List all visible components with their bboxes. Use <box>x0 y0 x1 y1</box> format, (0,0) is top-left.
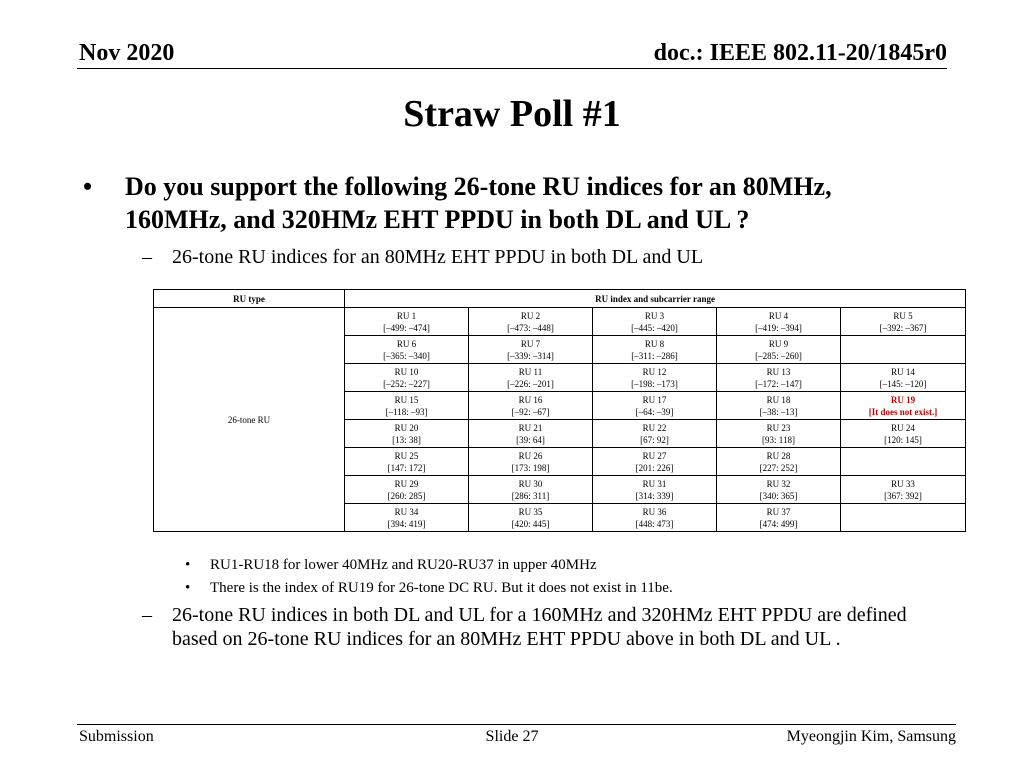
footer-slide-number: Slide 27 <box>485 728 539 745</box>
subcarrier-range: [13: 38] <box>392 434 421 445</box>
col-header-ru-type: RU type <box>154 290 345 308</box>
header-date: Nov 2020 <box>79 40 175 66</box>
ru-index: RU 7 <box>520 338 541 349</box>
ru-index: RU 8 <box>644 338 665 349</box>
subcarrier-range: [147: 172] <box>387 462 426 473</box>
ru-index: RU 18 <box>766 394 791 405</box>
note-text: There is the index of RU19 for 26-tone DC RU. But it does not exist in 11be. <box>210 580 673 596</box>
sub-heading-text: 26-tone RU indices for an 80MHz EHT PPDU in both DL and UL <box>172 246 704 268</box>
ru-cell <box>593 504 717 532</box>
subcarrier-range: [394: 419] <box>387 518 426 529</box>
ru-index: RU 35 <box>518 506 543 517</box>
ru-cell <box>717 420 841 448</box>
row-label-26-tone: 26-tone RU <box>154 308 345 532</box>
header-doc-id: doc.: IEEE 802.11-20/1845r0 <box>653 40 947 66</box>
subcarrier-range: [39: 64] <box>516 434 545 445</box>
ru-index: RU 11 <box>518 366 543 377</box>
footer-submission: Submission <box>79 728 154 745</box>
ru-cell <box>345 420 469 448</box>
ru-cell <box>593 308 717 336</box>
ru-cell <box>345 476 469 504</box>
ru-index: RU 22 <box>642 422 667 433</box>
subcarrier-range: [–64: –39] <box>635 406 674 417</box>
ru-cell <box>841 336 966 364</box>
bullet-dot-icon: • <box>83 172 93 201</box>
ru-cell <box>593 420 717 448</box>
ru-cell <box>469 504 593 532</box>
ru-index: RU 37 <box>766 506 791 517</box>
ru-cell <box>593 336 717 364</box>
subcarrier-range: [93: 118] <box>762 434 795 445</box>
dash-icon: – <box>142 604 152 626</box>
subcarrier-range: [–419: –394] <box>755 322 802 333</box>
ru-index: RU 23 <box>766 422 791 433</box>
subcarrier-range: [286: 311] <box>511 490 550 501</box>
subcarrier-range: [–473: –448] <box>507 322 554 333</box>
table-header-row <box>154 290 966 308</box>
ru-index: RU 32 <box>766 478 791 489</box>
ru-cell <box>345 448 469 476</box>
ru-index: RU 31 <box>642 478 667 489</box>
ru-cell <box>469 336 593 364</box>
ru-cell <box>469 420 593 448</box>
subcarrier-range: [120: 145] <box>884 434 922 445</box>
footer-divider <box>77 724 956 725</box>
ru-index: RU 5 <box>893 310 913 321</box>
ru-cell <box>593 448 717 476</box>
subcarrier-range: [–252: –227] <box>383 378 430 389</box>
question-text: Do you support the following 26-tone RU indices for an 80MHz, 160MHz, and 320HMz EHT PPDU in both DL and UL ? <box>125 172 832 234</box>
ru-index: RU 21 <box>518 422 543 433</box>
ru-index: RU 10 <box>394 366 419 377</box>
ru-cell <box>841 308 966 336</box>
ru-cell <box>593 392 717 420</box>
ru-cell <box>717 336 841 364</box>
ru-index: RU 3 <box>644 310 665 321</box>
subcarrier-range: [–445: –420] <box>631 322 678 333</box>
table-body <box>154 308 966 532</box>
ru-cell <box>717 392 841 420</box>
subcarrier-range: [–145: –120] <box>879 378 927 389</box>
subcarrier-range: [–499: –474] <box>383 322 430 333</box>
subcarrier-range: [420: 445] <box>511 518 550 529</box>
ru-cell <box>469 308 593 336</box>
ru-index: RU 34 <box>394 506 419 517</box>
ru-index: RU 19 <box>890 394 916 405</box>
ru-cell <box>469 448 593 476</box>
subcarrier-range: [474: 499] <box>759 518 798 529</box>
ru-index: RU 17 <box>642 394 667 405</box>
ru-cell <box>717 476 841 504</box>
ru-index: RU 28 <box>766 450 791 461</box>
subcarrier-range: [–365: –340] <box>383 350 430 361</box>
ru-index: RU 13 <box>766 366 791 377</box>
subcarrier-range: [340: 365] <box>759 490 798 501</box>
ru-index: RU 15 <box>394 394 419 405</box>
ru-index: RU 26 <box>518 450 543 461</box>
subcarrier-range: [–285: –260] <box>755 350 802 361</box>
ru-index: RU 14 <box>891 366 915 377</box>
slide-title: Straw Poll #1 <box>403 93 621 135</box>
ru-cell <box>345 364 469 392</box>
ru-cell <box>469 392 593 420</box>
subcarrier-range: [67: 92] <box>640 434 669 445</box>
subcarrier-range: [367: 392] <box>884 490 922 501</box>
ru-index: RU 24 <box>891 422 915 433</box>
subcarrier-range: [448: 473] <box>635 518 674 529</box>
subcarrier-range: [–38: –13] <box>759 406 798 417</box>
subcarrier-range: [–92: –67] <box>511 406 550 417</box>
ru-index: RU 29 <box>394 478 419 489</box>
ru-index: RU 27 <box>642 450 667 461</box>
subcarrier-range: [It does not exist.] <box>868 406 938 417</box>
footer-author: Myeongjin Kim, Samsung <box>786 728 956 745</box>
ru-cell <box>717 364 841 392</box>
ru-cell <box>345 392 469 420</box>
ru-cell <box>841 504 966 532</box>
ru-index: RU 12 <box>642 366 667 377</box>
subcarrier-range: [–226: –201] <box>507 378 554 389</box>
sub-heading2-text: 26-tone RU indices in both DL and UL for a 160MHz and 320HMz EHT PPDU are defined based on 26-tone RU indices for an 80MHz EHT PPDU above in both DL and UL . <box>172 604 907 650</box>
ru-cell <box>345 308 469 336</box>
subcarrier-range: [–118: –93] <box>385 406 428 417</box>
subcarrier-range: [–172: –147] <box>755 378 802 389</box>
ru-index: RU 4 <box>768 310 789 321</box>
ru-index: RU 9 <box>768 338 789 349</box>
ru-index: RU 6 <box>396 338 417 349</box>
ru-cell <box>841 476 966 504</box>
header-divider <box>77 68 947 69</box>
ru-index: RU 2 <box>520 310 541 321</box>
subcarrier-range: [–339: –314] <box>507 350 554 361</box>
subcarrier-range: [–392: –367] <box>879 322 927 333</box>
ru-index-table <box>153 289 966 532</box>
subcarrier-range: [–198: –173] <box>631 378 678 389</box>
col-header-range: RU index and subcarrier range <box>345 290 966 308</box>
subcarrier-range: [–311: –286] <box>631 350 678 361</box>
ru-cell <box>469 476 593 504</box>
bullet-dot-icon: • <box>185 557 191 573</box>
ru-cell <box>717 448 841 476</box>
ru-index: RU 1 <box>396 310 417 321</box>
ru-cell <box>841 448 966 476</box>
subcarrier-range: [314: 339] <box>635 490 674 501</box>
ru-cell <box>841 364 966 392</box>
ru-cell <box>345 504 469 532</box>
ru-cell <box>717 504 841 532</box>
subcarrier-range: [173: 198] <box>511 462 550 473</box>
ru-cell <box>593 364 717 392</box>
ru-index: RU 25 <box>394 450 419 461</box>
ru-cell <box>469 364 593 392</box>
subcarrier-range: [201: 226] <box>635 462 674 473</box>
ru-cell <box>593 476 717 504</box>
ru-cell <box>841 392 966 420</box>
note-text: RU1-RU18 for lower 40MHz and RU20-RU37 in upper 40MHz <box>210 557 597 573</box>
ru-cell <box>717 308 841 336</box>
ru-index: RU 33 <box>891 478 915 489</box>
ru-index: RU 30 <box>518 478 543 489</box>
bullet-dot-icon: • <box>185 580 191 596</box>
ru-index: RU 20 <box>394 422 419 433</box>
ru-index: RU 36 <box>642 506 667 517</box>
subcarrier-range: [227: 252] <box>759 462 798 473</box>
table-row <box>154 308 966 336</box>
dash-icon: – <box>142 246 152 268</box>
ru-index: RU 16 <box>518 394 543 405</box>
ru-cell <box>841 420 966 448</box>
ru-cell <box>345 336 469 364</box>
subcarrier-range: [260: 285] <box>387 490 426 501</box>
